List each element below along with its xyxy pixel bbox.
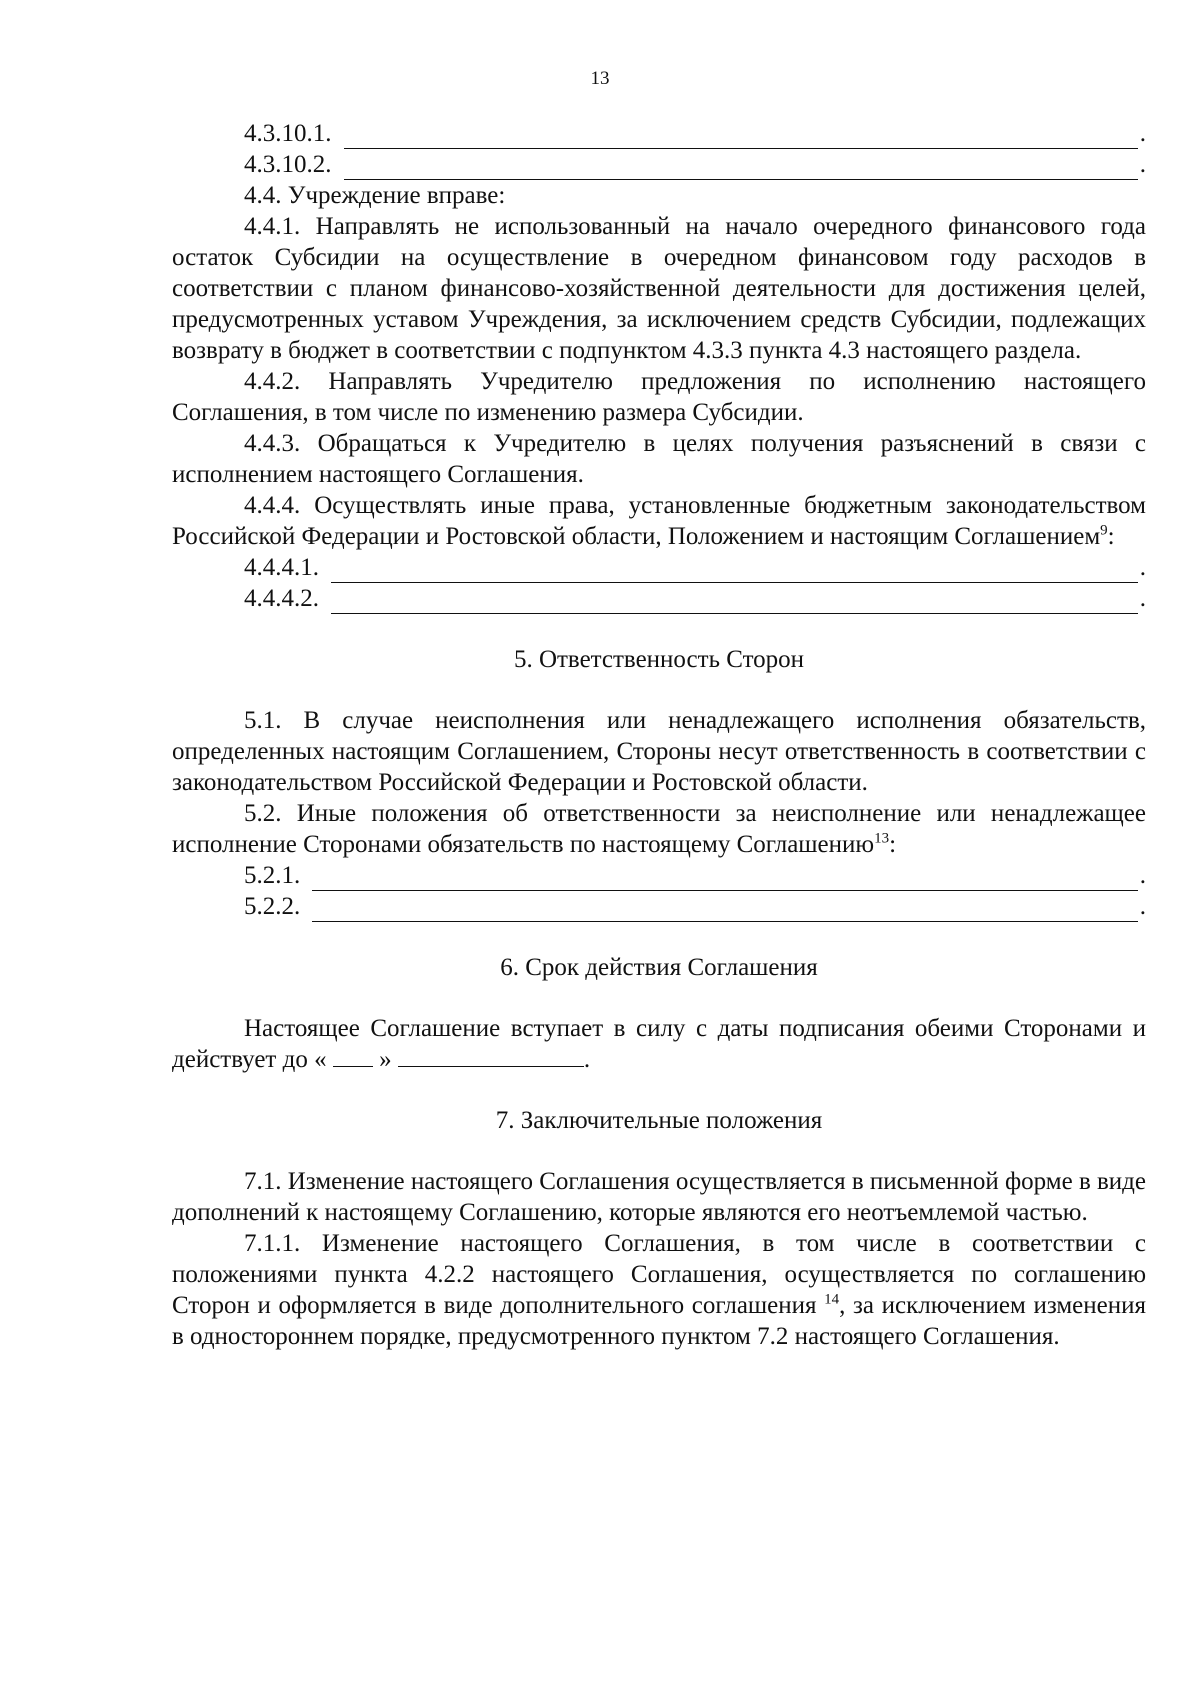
page-number: 13 <box>590 68 610 89</box>
line-end-dot: . <box>1139 120 1146 147</box>
closing-quote: » <box>379 1046 392 1073</box>
paragraph-5-1: 5.1. В случае неисполнения или ненадлежащего исполнения обязательств, определенных настоящим Соглашением, Стороны несут ответственность в соответствии с законодательством Российской Федерации и Ростовской области. <box>172 707 1146 796</box>
paragraph-6-text: Настоящее Соглашение вступает в силу с даты подписания обеими Сторонами и действует до « <box>172 1015 1146 1073</box>
blank-item-4-3-10-1 <box>172 118 1146 149</box>
paragraph-4-4-1: 4.4.1. Направлять не использованный на начало очередного финансового года остаток Субсидии на осуществление в очередном финансовом году расходов в соответствии с планом финансово-хозяйственной деятельности для достижения целей, предусмотренных уставом Учреждения, за исключением средств Субсидии, подлежащих возврату в бюджет в соответствии с подпунктом 4.3.3 пункта 4.3 настоящего раздела. <box>172 213 1146 364</box>
blank-item-4-4-4-2 <box>172 583 1146 614</box>
item-number: 4.4.4.2. <box>244 585 319 612</box>
fill-in-line <box>331 560 1138 583</box>
paragraph-7-1-1 <box>172 1228 1146 1352</box>
paragraph-5-2 <box>172 798 1146 860</box>
line-end-dot: . <box>1139 554 1146 581</box>
month-year-blank <box>398 1046 584 1067</box>
line-end-dot: . <box>1139 585 1146 612</box>
fill-in-line <box>344 126 1138 149</box>
item-number: 5.2.1. <box>244 862 301 889</box>
blank-item-4-3-10-2 <box>172 149 1146 180</box>
item-number: 4.4.4.1. <box>244 554 319 581</box>
line-end-dot: . <box>1139 151 1146 178</box>
line-end-dot: . <box>1139 893 1146 920</box>
footnote-ref-14: 14 <box>824 1291 840 1308</box>
paragraph-4-4-3: 4.4.3. Обращаться к Учредителю в целях получения разъяснений в связи с исполнением настоящего Соглашения. <box>172 430 1146 488</box>
line-end-dot: . <box>1139 862 1146 889</box>
footnote-ref-9: 9 <box>1100 522 1108 539</box>
section-heading-6: 6. Срок действия Соглашения <box>500 954 818 981</box>
paragraph-7-1-1-continuation: , за исключением изменения в одностороннем порядке, предусмотренного пунктом 7.2 настоящего Соглашения. <box>172 1292 1146 1350</box>
document-body <box>172 118 1146 1352</box>
day-blank <box>333 1046 373 1067</box>
colon: : <box>1107 523 1115 550</box>
blank-item-5-2-1 <box>172 860 1146 891</box>
paragraph-4-4-2: 4.4.2. Направлять Учредителю предложения по исполнению настоящего Соглашения, в том числе по изменению размера Субсидии. <box>172 368 1146 426</box>
footnote-ref-13: 13 <box>874 830 890 847</box>
fill-in-line <box>312 899 1138 922</box>
fill-in-line <box>344 157 1138 180</box>
paragraph-4-4-4 <box>172 490 1146 552</box>
sentence-end-dot: . <box>583 1046 591 1073</box>
item-number: 4.3.10.2. <box>244 151 332 178</box>
paragraph-4-4: 4.4. Учреждение вправе: <box>244 182 506 209</box>
blank-item-5-2-2 <box>172 891 1146 922</box>
paragraph-5-2-text: 5.2. Иные положения об ответственности за неисполнение или ненадлежащее исполнение Сторонами обязательств по настоящему Соглашению <box>172 800 1146 858</box>
colon: : <box>889 831 897 858</box>
paragraph-7-1: 7.1. Изменение настоящего Соглашения осуществляется в письменной форме в виде дополнений к настоящему Соглашению, которые являются его неотъемлемой частью. <box>172 1168 1146 1226</box>
item-number: 4.3.10.1. <box>244 120 332 147</box>
fill-in-line <box>331 591 1138 614</box>
paragraph-6 <box>172 1013 1146 1075</box>
blank-item-4-4-4-1 <box>172 552 1146 583</box>
paragraph-7-1-1-text: 7.1.1. Изменение настоящего Соглашения, в том числе в соответствии с положениями пункта 4.2.2 настоящего Соглашения, осуществляется по соглашению Сторон и оформляется в виде дополнительного соглашения <box>172 1230 1146 1319</box>
section-heading-7: 7. Заключительные положения <box>495 1107 823 1134</box>
item-number: 5.2.2. <box>244 893 301 920</box>
fill-in-line <box>312 868 1138 891</box>
paragraph-4-4-4-text: 4.4.4. Осуществлять иные права, установленные бюджетным законодательством Российской Федерации и Ростовской области, Положением и настоящим Соглашением <box>172 492 1146 550</box>
section-heading-5: 5. Ответственность Сторон <box>513 646 805 673</box>
